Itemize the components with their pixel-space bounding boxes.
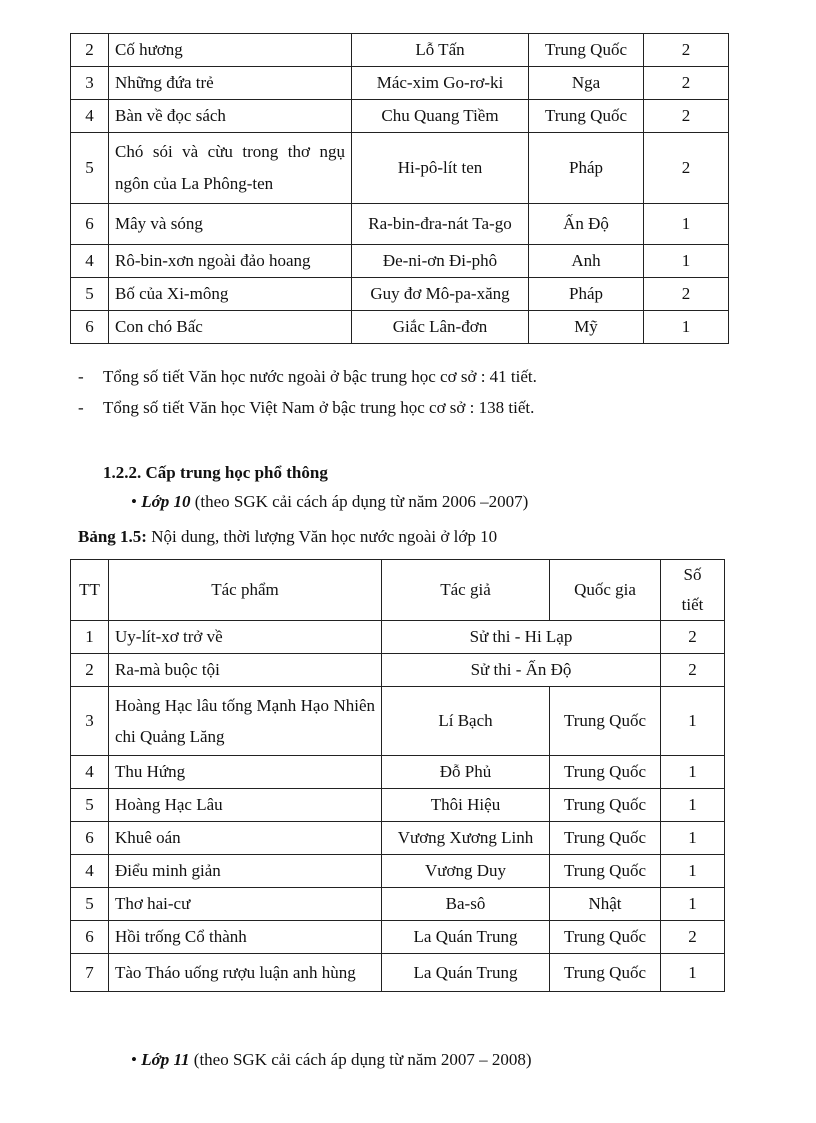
cell-num: 6 [71,822,109,855]
cell-work: Uy-lít-xơ trở về [109,621,382,654]
cell-country: Trung Quốc [550,687,661,756]
cell-author: La Quán Trung [382,954,550,992]
cell-author: Đỗ Phủ [382,756,550,789]
cell-num: 5 [71,888,109,921]
cell-num: 6 [71,921,109,954]
header-author: Tác giả [382,560,550,621]
table-row [71,855,725,888]
cell-author: Ra-bin-đra-nát Ta-go [352,204,529,245]
cell-author: Giắc Lân-đơn [352,311,529,344]
bullet: • [131,492,137,511]
summary-foreign-periods: Tổng số tiết Văn học nước ngoài ở bậc trung học cơ sở : 41 tiết. [103,367,537,386]
header-num: TT [71,560,109,621]
cell-author: Vương Duy [382,855,550,888]
table-row [71,204,729,245]
cell-periods: 1 [661,789,725,822]
cell-author: Thôi Hiệu [382,789,550,822]
table-lower-secondary [70,33,729,344]
table-row [71,34,729,67]
header-work: Tác phẩm [109,560,382,621]
cell-periods: 1 [661,822,725,855]
grade10-note: (theo SGK cải cách áp dụng từ năm 2006 –2007) [190,492,529,511]
cell-periods: 2 [644,67,729,100]
cell-periods: 2 [644,133,729,204]
cell-periods: 1 [644,311,729,344]
cell-country: Trung Quốc [529,34,644,67]
cell-author: Mác-xim Go-rơ-ki [352,67,529,100]
cell-work: Những đứa trẻ [109,67,352,100]
cell-num: 2 [71,654,109,687]
bullet: • [131,1050,137,1069]
cell-num: 6 [71,204,109,245]
cell-periods: 2 [644,100,729,133]
table-row [71,954,725,992]
cell-work: Hoàng Hạc lâu tống Mạnh Hạo Nhiên chi Quảng Lăng [109,687,382,756]
cell-num: 5 [71,789,109,822]
cell-num: 7 [71,954,109,992]
cell-source: Sử thi - Hi Lạp [382,621,661,654]
cell-num: 3 [71,67,109,100]
cell-author: Lí Bạch [382,687,550,756]
cell-author: Hi-pô-lít ten [352,133,529,204]
cell-periods: 2 [661,921,725,954]
cell-author: Chu Quang Tiềm [352,100,529,133]
cell-periods: 1 [661,855,725,888]
table-row [71,245,729,278]
cell-periods: 1 [661,687,725,756]
cell-country: Pháp [529,133,644,204]
table-caption [78,527,497,547]
cell-work: Bố của Xi-mông [109,278,352,311]
grade11-note: (theo SGK cải cách áp dụng từ năm 2007 – 2008) [189,1050,532,1069]
cell-author: Vương Xương Linh [382,822,550,855]
header-country: Quốc gia [550,560,661,621]
cell-work: Thu Hứng [109,756,382,789]
table-row [71,311,729,344]
cell-country: Trung Quốc [550,789,661,822]
cell-periods: 2 [644,278,729,311]
cell-periods: 2 [661,654,725,687]
cell-num: 1 [71,621,109,654]
cell-work: Con chó Bấc [109,311,352,344]
table-row [71,687,725,756]
table-row [71,133,729,204]
summary-dash-1: - [78,367,84,386]
cell-work: Chó sói và cừu trong thơ ngụ ngôn của La Phông-ten [109,133,352,204]
table-row [71,756,725,789]
cell-num: 2 [71,34,109,67]
cell-num: 5 [71,133,109,204]
caption-label: Bảng 1.5: [78,527,147,546]
cell-num: 4 [71,245,109,278]
cell-work: Ra-mà buộc tội [109,654,382,687]
cell-periods: 1 [644,245,729,278]
cell-work: Tào Tháo uống rượu luận anh hùng [109,954,382,992]
cell-work: Khuê oán [109,822,382,855]
cell-num: 4 [71,855,109,888]
cell-country: Trung Quốc [550,855,661,888]
cell-country: Ấn Độ [529,204,644,245]
table-header-row [71,560,725,621]
cell-num: 4 [71,100,109,133]
cell-work: Điểu minh giản [109,855,382,888]
cell-periods: 1 [661,954,725,992]
grade10-line [131,492,528,512]
section-heading: 1.2.2. Cấp trung học phổ thông [103,463,328,482]
table-row [71,621,725,654]
cell-country: Nga [529,67,644,100]
cell-num: 6 [71,311,109,344]
cell-country: Trung Quốc [529,100,644,133]
cell-country: Anh [529,245,644,278]
cell-work: Bàn về đọc sách [109,100,352,133]
cell-work: Cố hương [109,34,352,67]
table-grade10 [70,559,725,992]
cell-author: Lỗ Tấn [352,34,529,67]
grade11-label: Lớp 11 [141,1050,190,1069]
cell-country: Mỹ [529,311,644,344]
table-row [71,888,725,921]
cell-author: Guy đơ Mô-pa-xăng [352,278,529,311]
cell-num: 4 [71,756,109,789]
table-row [71,789,725,822]
cell-periods: 2 [661,621,725,654]
cell-work: Thơ hai-cư [109,888,382,921]
cell-num: 5 [71,278,109,311]
summary-vietnam-periods: Tổng số tiết Văn học Việt Nam ở bậc trung học cơ sở : 138 tiết. [103,398,535,417]
cell-periods: 1 [661,888,725,921]
cell-country: Trung Quốc [550,756,661,789]
cell-num: 3 [71,687,109,756]
table-row [71,654,725,687]
table-row [71,100,729,133]
cell-country: Pháp [529,278,644,311]
cell-country: Trung Quốc [550,822,661,855]
table-row [71,278,729,311]
caption-text: Nội dung, thời lượng Văn học nước ngoài ở lớp 10 [146,527,498,546]
cell-periods: 1 [644,204,729,245]
cell-country: Trung Quốc [550,921,661,954]
cell-source: Sử thi - Ấn Độ [382,654,661,687]
summary-dash-2: - [78,398,84,417]
cell-work: Hồi trống Cổ thành [109,921,382,954]
table-row [71,822,725,855]
cell-author: Ba-sô [382,888,550,921]
table-row [71,67,729,100]
cell-author: Đe-ni-ơn Đi-phô [352,245,529,278]
cell-work: Rô-bin-xơn ngoài đảo hoang [109,245,352,278]
header-periods: Số tiết [661,560,725,621]
cell-work: Hoàng Hạc Lâu [109,789,382,822]
cell-author: La Quán Trung [382,921,550,954]
cell-country: Trung Quốc [550,954,661,992]
cell-country: Nhật [550,888,661,921]
cell-work: Mây và sóng [109,204,352,245]
cell-periods: 1 [661,756,725,789]
cell-periods: 2 [644,34,729,67]
grade10-label: Lớp 10 [141,492,191,511]
table-row [71,921,725,954]
grade11-line [131,1050,532,1070]
